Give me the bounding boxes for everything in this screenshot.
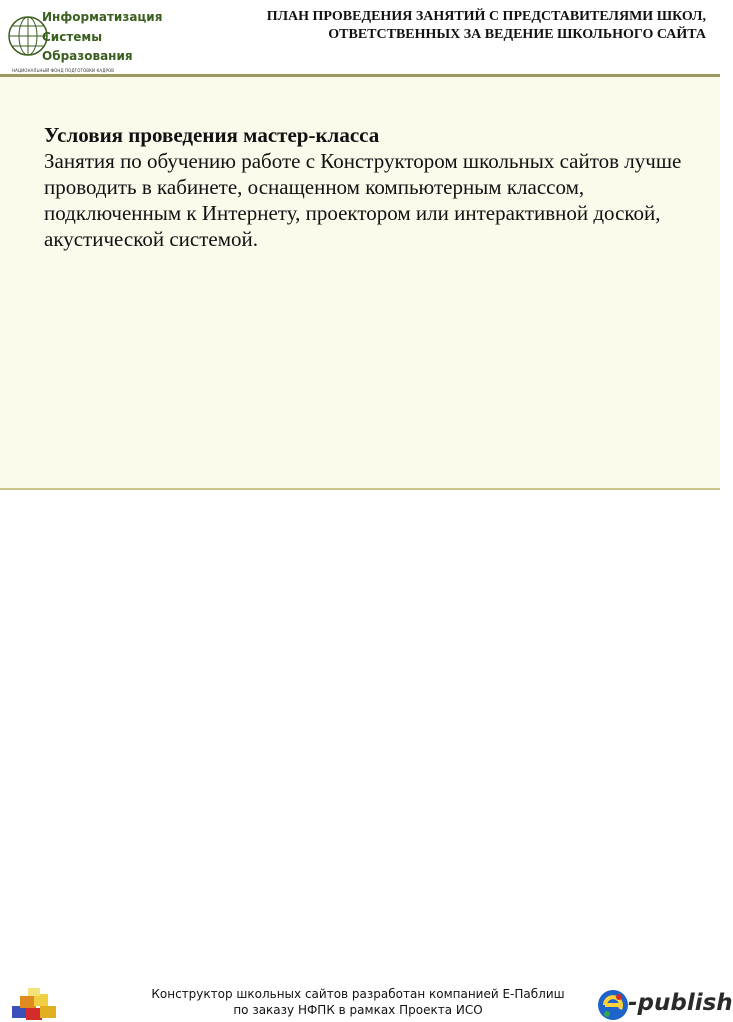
footer-line-1: Конструктор школьных сайтов разработан компанией Е-Паблиш — [151, 987, 565, 1001]
blocks-logo-icon — [10, 988, 62, 1022]
footer-credits — [118, 986, 598, 1018]
footer — [0, 490, 733, 1017]
logo-line-3: Образования — [42, 49, 133, 63]
section-body: Занятия по обучению работе с Конструктором школьных сайтов лучше проводить в кабинете, оснащенном компьютерным классом, подключенным к Интернету, проектором или интерактивной доской, акустической системой. — [44, 149, 682, 251]
epublish-wordmark: -publish — [628, 990, 733, 1016]
epublish-logo — [596, 988, 733, 1022]
title-line-1: ПЛАН ПРОВЕДЕНИЯ ЗАНЯТИЙ С ПРЕДСТАВИТЕЛЯМИ ШКОЛ, — [266, 9, 706, 24]
footer-line-2: по заказу НФПК в рамках Проекта ИСО — [233, 1003, 483, 1017]
header — [0, 0, 720, 78]
logo-line-1: Информатизация — [42, 10, 163, 24]
iso-logo — [8, 6, 163, 74]
e-letter-icon — [596, 988, 630, 1022]
logo-line-2: Системы — [42, 30, 103, 44]
section-heading: Условия проведения мастер-класса — [44, 123, 380, 147]
logo-subtitle: НАЦИОНАЛЬНЫЙ ФОНД ПОДГОТОВКИ КАДРОВ — [12, 68, 115, 73]
title-line-2: ОТВЕТСТВЕННЫХ ЗА ВЕДЕНИЕ ШКОЛЬНОГО САЙТА — [328, 27, 706, 42]
page-title — [166, 8, 706, 44]
